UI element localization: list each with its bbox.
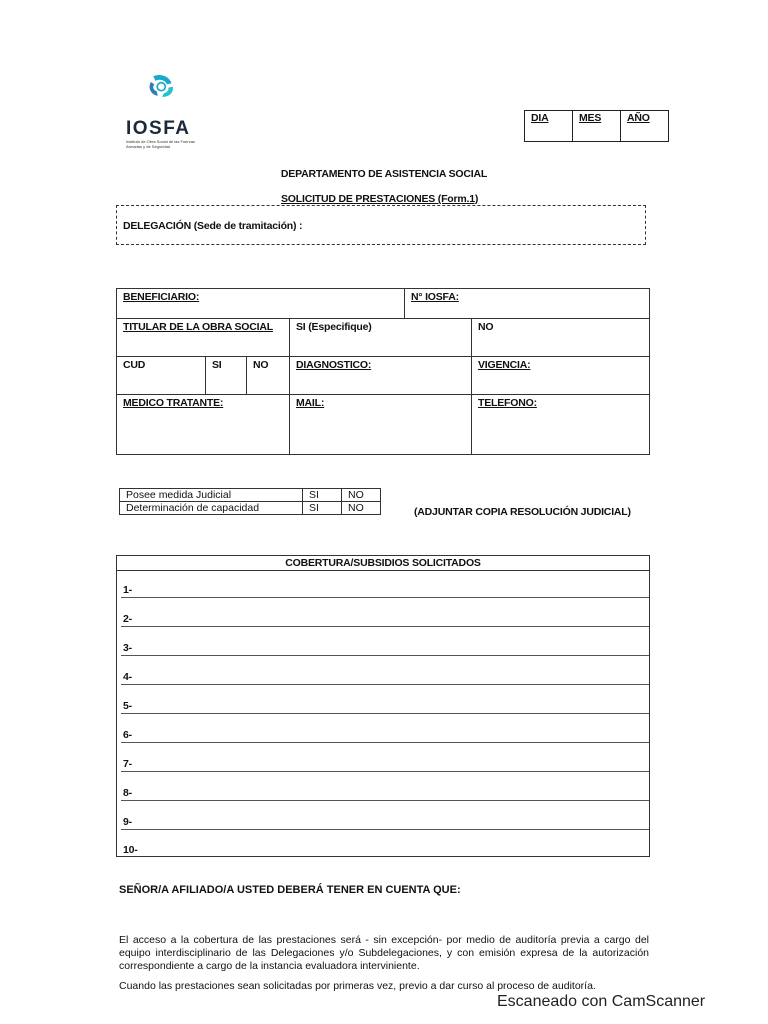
logo-subtitle: Instituto de Obra Social de las Fuerzas Armadas y de Seguridad [126, 139, 195, 149]
n-iosfa-label: N° IOSFA: [410, 291, 459, 303]
scanner-watermark: Escaneado con CamScanner [497, 993, 706, 1010]
medico-field[interactable] [117, 395, 290, 455]
delegacion-field[interactable] [116, 205, 646, 245]
cobertura-number: 5- [123, 700, 132, 712]
cobertura-number: 1- [123, 584, 132, 596]
date-day-cell[interactable]: DIA [525, 111, 573, 141]
iosfa-logo-icon [118, 74, 208, 120]
capacidad-no-option[interactable]: NO [342, 502, 381, 515]
date-month-cell[interactable]: MES [573, 111, 621, 141]
cobertura-number: 7- [123, 758, 132, 770]
judicial-si-option[interactable]: SI [303, 489, 342, 502]
cobertura-line[interactable] [121, 773, 649, 801]
beneficiary-table [116, 288, 650, 455]
vigencia-label: VIGENCIA: [478, 359, 531, 371]
judicial-note: (ADJUNTAR COPIA RESOLUCIÓN JUDICIAL) [414, 506, 631, 518]
date-box [524, 110, 669, 142]
cobertura-line[interactable] [121, 628, 649, 656]
medico-label: MEDICO TRATANTE: [123, 397, 224, 409]
delegacion-label: DELEGACIÓN (Sede de tramitación) : [123, 220, 303, 232]
cud-cell [117, 357, 206, 395]
notice-paragraph-2: Cuando las prestaciones sean solicitadas por primeras vez, previo a dar curso al proceso de auditoría. [119, 980, 596, 992]
judicial-row-label: Posee medida Judicial [120, 489, 303, 502]
department-title: DEPARTAMENTO DE ASISTENCIA SOCIAL [280, 168, 488, 180]
cud-si-label: SI [212, 359, 222, 371]
notice-heading: SEÑOR/A AFILIADO/A USTED DEBERÁ TENER EN CUENTA QUE: [119, 884, 461, 896]
cobertura-number: 3- [123, 642, 132, 654]
titular-si-field[interactable] [290, 319, 472, 357]
titular-cell [117, 319, 290, 357]
cobertura-line[interactable] [121, 802, 649, 830]
cobertura-number: 2- [123, 613, 132, 625]
beneficiario-field[interactable] [117, 289, 405, 319]
vigencia-field[interactable] [472, 357, 650, 395]
cobertura-line[interactable] [121, 599, 649, 627]
cobertura-number: 4- [123, 671, 132, 683]
cud-no-label: NO [253, 359, 269, 371]
mail-field[interactable] [290, 395, 472, 455]
notice-paragraph-1: El acceso a la cobertura de las prestaciones será - sin excepción- por medio de auditoría previa a cargo del equipo interdisciplinario de las Delegaciones y/o Subdelegaciones, y con emisión expresa de la autorización correspondiente a cargo de la instancia evaluadora interviniente. [119, 934, 649, 972]
cobertura-line[interactable] [121, 744, 649, 772]
cobertura-line[interactable] [121, 570, 649, 598]
diagnostico-label: DIAGNOSTICO: [296, 359, 372, 371]
cobertura-line[interactable] [121, 686, 649, 714]
cobertura-number: 6- [123, 729, 132, 741]
mail-label: MAIL: [296, 397, 325, 409]
diagnostico-field[interactable] [290, 357, 472, 395]
logo-wordmark: IOSFA [126, 118, 191, 139]
cobertura-number: 9- [123, 816, 132, 828]
cobertura-line[interactable] [121, 715, 649, 743]
capacidad-row-label: Determinación de capacidad [120, 502, 303, 515]
judicial-table [119, 488, 381, 515]
cobertura-number: 10- [123, 844, 138, 856]
judicial-no-option[interactable]: NO [342, 489, 381, 502]
telefono-label: TELEFONO: [478, 397, 537, 409]
si-especifique-label: SI (Especifique) [296, 321, 372, 333]
cobertura-number: 8- [123, 787, 132, 799]
cobertura-section [116, 555, 650, 857]
cud-label: CUD [123, 359, 146, 371]
titular-no-field[interactable] [472, 319, 650, 357]
cud-no-option[interactable] [247, 357, 290, 395]
capacidad-si-option[interactable]: SI [303, 502, 342, 515]
cobertura-line[interactable] [121, 830, 649, 858]
telefono-field[interactable] [472, 395, 650, 455]
cobertura-line[interactable] [121, 657, 649, 685]
cud-si-option[interactable] [206, 357, 247, 395]
titular-label: TITULAR DE LA OBRA SOCIAL [123, 321, 273, 333]
form-title-text: SOLICITUD DE PRESTACIONES (Form.1) [281, 193, 479, 205]
cobertura-title: COBERTURA/SUBSIDIOS SOLICITADOS [117, 556, 649, 571]
beneficiario-label: BENEFICIARIO: [123, 291, 200, 303]
n-iosfa-field[interactable] [404, 289, 649, 319]
titular-no-label: NO [478, 321, 494, 333]
form-title [281, 193, 478, 205]
date-year-cell[interactable]: AÑO [627, 112, 650, 124]
